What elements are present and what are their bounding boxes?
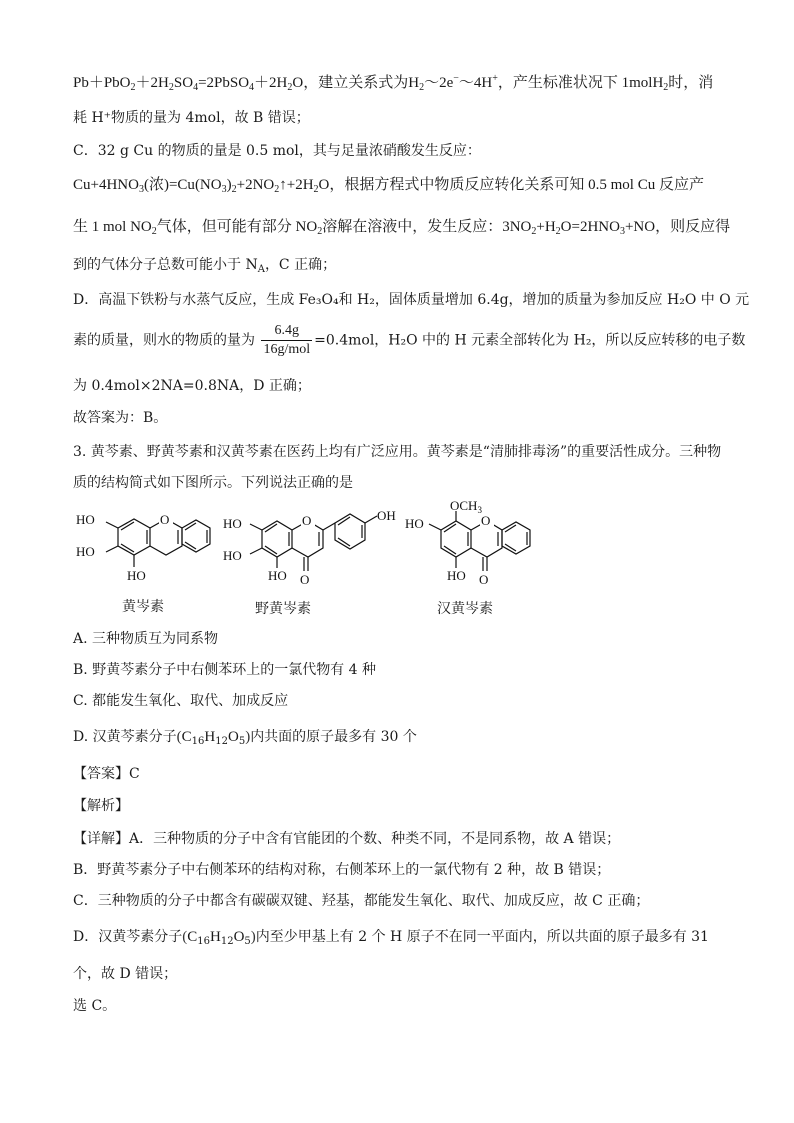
structure-name: 野黄岑素 <box>255 601 311 617</box>
equation-line-1: $Pb+PbO_2+2H_2SO_4=2PbSO_4+2H_2O$，建立关系式为$H_2\sim 2e^-\sim 4H^+$，产生标准状况下 1molH$_2$时，消 <box>73 73 714 93</box>
equation-line-4: $Cu+4HNO_3$(浓)$=Cu(NO_3)_2+2NO_2↑+2H_2O$，根据方程式中物质反应转化关系可知 0.5 mol Cu 反应产 <box>73 177 704 195</box>
hydroxyl-label: HO <box>223 548 242 563</box>
explanation-a: 【详解】A．三种物质的分子中含有官能团的个数、种类不同，不是同系物，故 A 错误； <box>73 831 621 847</box>
hydroxyl-label: HO <box>405 516 424 531</box>
hydroxyl-label: OH <box>377 508 396 523</box>
structure-name: 黄岑素 <box>122 599 164 615</box>
explanation-d-cont: 个，故 D 错误； <box>73 966 178 982</box>
hydroxyl-label: HO <box>76 512 95 527</box>
text-line-2: 耗 H⁺物质的量为 4mol，故 B 错误； <box>73 110 310 126</box>
answer-label: 【答案】C <box>73 766 140 782</box>
explanation-b: B．野黄芩素分子中右侧苯环的结构对称，右侧苯环上的一氯代物有 2 种，故 B 错误； <box>73 862 611 878</box>
baicalein-diagram <box>70 500 220 600</box>
explanation-c: C．三种物质的分子中都含有碳碳双键、羟基，都能发生氧化、取代、加成反应，故 C 正确； <box>73 893 650 909</box>
hydroxyl-label: HO <box>268 568 287 583</box>
text-line-3: C．32 g Cu 的物质的量是 0.5 mol，其与足量浓硝酸发生反应： <box>73 143 481 159</box>
text-line-8: 素的质量，则水的物质的量为 $\frac{6.4g}{\text{16g/mol}}$ =0.4mol，H₂O 中的 H 元素全部转化为 H₂，所以反应转移的电子数 <box>73 323 746 357</box>
text-line-10: 故答案为：B。 <box>73 410 168 426</box>
ring-oxygen-label: O <box>481 513 491 528</box>
methoxy-label: $OCH_3$ <box>450 500 482 515</box>
wogonin-diagram <box>405 500 565 600</box>
structure-scutellarein <box>222 500 407 617</box>
carbonyl-oxygen-label: O <box>479 572 489 587</box>
hydroxyl-label: HO <box>223 516 242 531</box>
option-d: D. 汉黄芩素分子$(C_{16}H_{12}O_5)$内共面的原子最多有 30 个 <box>73 729 417 747</box>
question-3-line-1: 3. 黄芩素、野黄芩素和汉黄芩素在医药上均有广泛应用。黄芩素是“清肺排毒汤”的重要活性成分。三种物 <box>73 444 722 460</box>
hydroxyl-label: HO <box>127 568 146 583</box>
text-line-7: D．高温下铁粉与水蒸气反应，生成 Fe₃O₄和 H₂，固体质量增加 6.4g，增加的质量为参加反应 H₂O 中 O 元 <box>73 292 750 308</box>
ring-oxygen-label: O <box>302 513 312 528</box>
analysis-label: 【解析】 <box>73 798 129 814</box>
structure-baicalein <box>70 500 220 615</box>
text-line-6: 到的气体分子总数可能小于 $N_A$，C 正确； <box>73 257 337 275</box>
structure-name: 汉黄岑素 <box>437 601 493 617</box>
structure-wogonin <box>405 500 565 617</box>
text-line-9: 为 0.4mol×2NA=0.8NA，D 正确； <box>73 378 311 394</box>
option-b: B. 野黄芩素分子中右侧苯环上的一氯代物有 4 种 <box>73 662 376 678</box>
carbonyl-oxygen-label: O <box>300 572 310 587</box>
ring-oxygen-label: O <box>160 512 170 527</box>
scutellarein-diagram <box>222 500 407 600</box>
equation-line-5: 生 1 mol $NO_2$气体，但可能有部分 $NO_2$溶解在溶液中，发生反应：$3NO_2+H_2O=2HNO_3+NO$，则反应得 <box>73 219 731 237</box>
hydroxyl-label: HO <box>76 544 95 559</box>
question-3-line-2: 质的结构简式如下图所示。下列说法正确的是 <box>73 475 353 491</box>
final-answer: 选 C。 <box>73 998 117 1014</box>
fraction: $\frac{6.4g}{\text{16g/mol}}$ <box>263 323 311 357</box>
explanation-d: D．汉黄芩素分子$(C_{16}H_{12}O_5)$内至少甲基上有 2 个 H 原子不在同一平面内，所以共面的原子最多有 31 <box>73 929 709 947</box>
option-c: C. 都能发生氧化、取代、加成反应 <box>73 693 289 709</box>
hydroxyl-label: HO <box>447 568 466 583</box>
option-a: A. 三种物质互为同系物 <box>73 631 219 647</box>
